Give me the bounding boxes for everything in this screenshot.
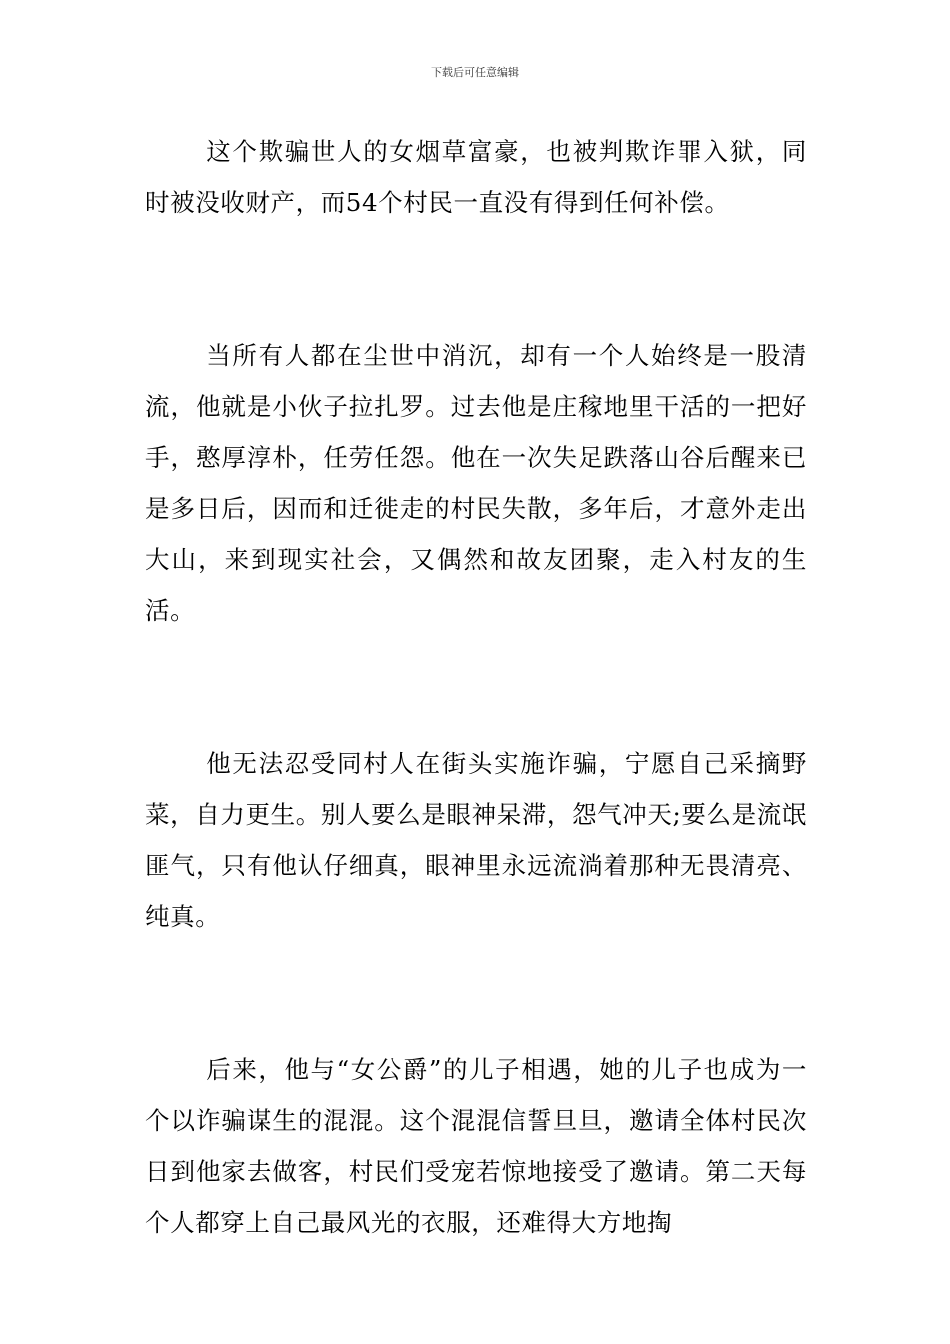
paragraph-3: 他无法忍受同村人在街头实施诈骗，宁愿自己采摘野菜，自力更生。别人要么是眼神呆滞，怨气冲天;要么是流氓匪气，只有他认仔细真，眼神里永远流淌着那种无畏清亮、纯真。 <box>145 749 807 931</box>
document-body <box>145 126 807 1248</box>
page-header-note: 下载后可任意编辑 <box>431 66 519 79</box>
paragraph-2: 当所有人都在尘世中消沉，却有一个人始终是一股清流，他就是小伙子拉扎罗。过去他是庄稼地里干活的一把好手，憨厚淳朴，任劳任怨。他在一次失足跌落山谷后醒来已是多日后，因而和迁徙走的村民失散，多年后，才意外走出大山，来到现实社会，又偶然和故友团聚，走入村友的生活。 <box>145 341 807 625</box>
paragraph-1: 这个欺骗世人的女烟草富豪，也被判欺诈罪入狱，同时被没收财产，而54个村民一直没有得到任何补偿。 <box>145 137 807 217</box>
paragraph-gap <box>145 636 807 738</box>
paragraph-gap <box>145 228 807 330</box>
paragraph-gap <box>145 942 807 1044</box>
paragraph-4: 后来，他与“女公爵”的儿子相遇，她的儿子也成为一个以诈骗谋生的混混。这个混混信誓旦旦，邀请全体村民次日到他家去做客，村民们受宠若惊地接受了邀请。第二天每个人都穿上自己最风光的衣服，还难得大方地掏 <box>145 1055 807 1237</box>
